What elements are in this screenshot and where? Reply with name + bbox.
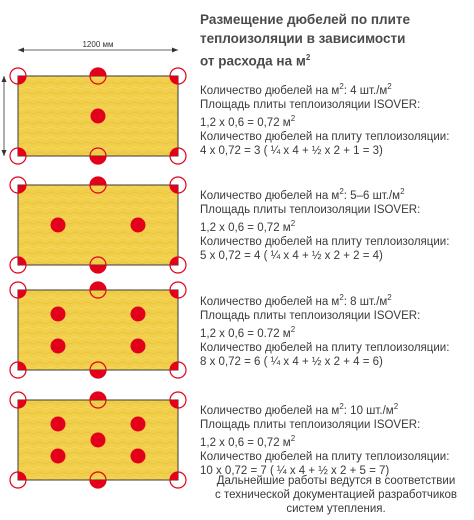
panel-text-line: Количество дюбелей на $м^2$: 10 $шт./м^2$ [200, 402, 399, 417]
panel-1-description [200, 80, 472, 158]
panel-text-line: 4 х 0,72 = 3 ( ¼ х 4 + ½ х 2 + 1 = 3) [200, 144, 383, 157]
panel-text-line: Площадь плиты теплоизоляции ISOVER: [200, 98, 421, 111]
panel-text-line: Количество дюбелей на плиту теплоизоляции: [200, 450, 450, 463]
panel-4-description [200, 400, 472, 478]
panel-text-line: Количество дюбелей на $м^2$: 5–6 $шт./м^2$ [200, 187, 405, 202]
panel-text-line: Количество дюбелей на плиту теплоизоляции: [200, 341, 450, 354]
interior-dowel [131, 339, 146, 354]
panel-2-description [200, 185, 472, 263]
interior-dowel [91, 109, 106, 124]
panel-text-line: Количество дюбелей на плиту теплоизоляции: [200, 235, 450, 248]
insulation-board-3 [10, 282, 186, 378]
dimension-height [2, 76, 7, 156]
interior-dowel [51, 339, 66, 354]
page-title: Размещение дюбелей по плите теплоизоляции в зависимости от расхода на $м^2$ [200, 12, 411, 69]
panel-text-line: 1,2 х 0,6 = 0,72 $м^2$ [200, 218, 296, 234]
dowel-half-fill [90, 392, 106, 400]
interior-dowel [131, 449, 146, 464]
dowel-half-fill [90, 156, 106, 164]
panel-text-line: 5 х 0,72 = 4 ( ¼ х 4 + ½ х 2 + 2 = 4) [200, 249, 383, 262]
insulation-board-4 [10, 392, 186, 488]
insulation-board-2 [10, 177, 186, 273]
dowel-half-fill [90, 282, 106, 290]
panel-text-line: Площадь плиты теплоизоляции ISOVER: [200, 309, 421, 322]
dowel-half-fill [90, 265, 106, 273]
footer-note: Дальнейшие работы ведутся в соответствии с технической документацией разработчиков систем утепления. [215, 475, 457, 515]
interior-dowel [131, 307, 146, 322]
insulation-board-1 [10, 68, 186, 164]
dimension-label: 1200 мм [82, 40, 114, 49]
panel-text-line: Количество дюбелей на $м^2$: 8 $шт./м^2$ [200, 293, 392, 308]
panel-text-line: Площадь плиты теплоизоляции ISOVER: [200, 203, 421, 216]
panel-text-line: Количество дюбелей на плиту теплоизоляции: [200, 130, 450, 143]
dowel-half-fill [90, 370, 106, 378]
panel-text-line: Количество дюбелей на $м^2$: 4 $шт./м^2$ [200, 82, 392, 97]
interior-dowel [131, 218, 146, 233]
interior-dowel [51, 307, 66, 322]
interior-dowel [51, 449, 66, 464]
dowel-half-fill [90, 177, 106, 185]
insulation-board [18, 290, 178, 370]
dowel-half-fill [90, 68, 106, 76]
interior-dowel [51, 218, 66, 233]
panel-text-line: 1,2 х 0,6 = 0,72 $м^2$ [200, 113, 296, 129]
insulation-board [18, 185, 178, 265]
interior-dowel [91, 433, 106, 448]
panel-3-description [200, 291, 472, 369]
panel-text-line: 10 х 0,72 = 7 ( ¼ х 4 + ½ х 2 + 5 = 7) [200, 464, 390, 477]
panel-text-line: 8 х 0,72 = 6 ( ¼ х 4 + ½ х 2 + 4 = 6) [200, 355, 383, 368]
panel-text-line: Площадь плиты теплоизоляции ISOVER: [200, 418, 421, 431]
panel-text-line: 1,2 х 0,6 = 0.72 $м^2$ [200, 324, 296, 340]
interior-dowel [51, 417, 66, 432]
panel-text-line: 1,2 х 0,6 = 0,72 $м^2$ [200, 433, 296, 449]
dimension-width [18, 40, 178, 53]
dowel-half-fill [90, 480, 106, 488]
interior-dowel [131, 417, 146, 432]
